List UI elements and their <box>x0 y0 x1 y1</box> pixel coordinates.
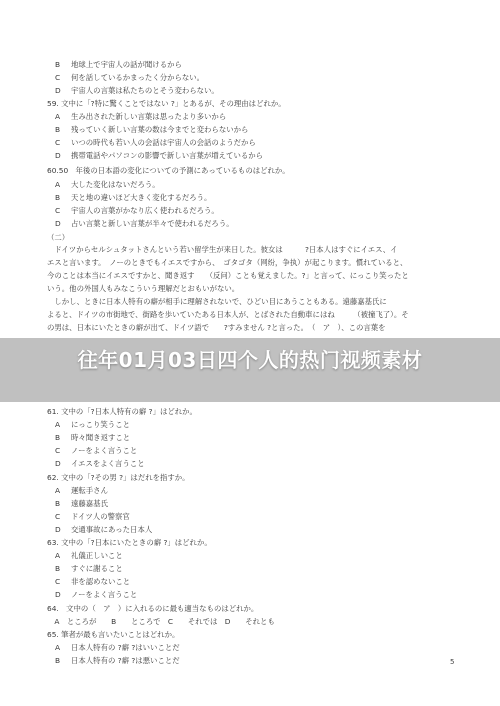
answer-option <box>55 60 182 70</box>
passage-line: （二） <box>47 233 70 242</box>
option-letter: B <box>55 564 61 573</box>
option-letter: D <box>55 151 61 160</box>
option-letter: C <box>55 73 61 82</box>
answer-option <box>55 590 137 600</box>
answer-option <box>55 577 130 587</box>
question-line: 64. 文中の（ ア ）に入れるのに最も適当なものはどれか。 <box>47 604 259 613</box>
passage-line: エスと言います。 ノーのときでもイエスですから、 ゴタゴタ（网纷，争执）が起こります。慣れていると、 <box>47 258 408 267</box>
option-letter: B <box>55 193 61 202</box>
option-letter: C <box>55 512 61 521</box>
option-text: 天と地の違いほど大きく変化するだろう。 <box>71 193 212 202</box>
option-text: にっこり笑うこと <box>71 420 130 429</box>
answer-option <box>55 564 123 574</box>
answer-option <box>55 420 130 430</box>
option-letter: A <box>55 112 61 121</box>
option-text: 非を認めないこと <box>71 577 131 586</box>
option-letter: B <box>55 60 61 69</box>
answer-option <box>55 446 137 456</box>
question-line: 62. 文中の「?その男 ?」はだれを指すか。 <box>47 473 190 482</box>
passage-line: 今のことは本当にイエスですかと、聞き返す （反问）ことも覚えました。?」と言って、にっこり笑ったと <box>47 271 409 280</box>
option-letter: D <box>55 86 61 95</box>
option-letter: B <box>55 656 61 665</box>
option-letter: A <box>55 551 61 560</box>
passage-line: いう。他の外国人もみなこういう理解だとおもいがない。 <box>47 284 240 293</box>
question-line: 65. 筆者が最も言いたいことはどれか。 <box>47 630 180 639</box>
answer-option <box>55 656 180 666</box>
option-text: 日本人特有の ?癖 ?は悪いことだ <box>71 656 180 665</box>
option-letter: B <box>55 499 61 508</box>
passage-line: しかし、ときに日本人特有の癖が相手に理解されないで、ひどい目にあうこともある。遠藤嘉基氏に <box>47 297 387 306</box>
option-letter: D <box>55 590 61 599</box>
answer-option <box>55 499 108 509</box>
passage-line: よると、ドイツの市街地で、街路を歩いていたある日本人が、とばされた自動車にはね （被撞飞了）。そ <box>47 310 409 319</box>
answer-option <box>55 551 123 561</box>
answer-option <box>55 512 130 522</box>
option-text: すぐに謝ること <box>71 564 123 573</box>
page-number: 5 <box>450 658 455 666</box>
answer-option <box>55 180 160 190</box>
option-letter: A <box>55 486 61 495</box>
option-text: いつの時代も若い人の会話は宇宙人の会話のようだから <box>71 138 256 147</box>
passage-line: の男は、日本にいたときの癖が出て、ドイツ語で ?すみません ?と言った。 （ ア ）、この言葉を <box>47 323 386 332</box>
option-letter: B <box>55 125 61 134</box>
answer-option <box>55 125 248 135</box>
answer-option <box>55 643 180 653</box>
page-title: 往年01月03日四个人的热门视频素材 <box>77 348 423 372</box>
option-letter: C <box>55 446 61 455</box>
option-text: 遠藤嘉基氏 <box>71 499 108 508</box>
answer-option <box>55 206 219 216</box>
option-text: 生み出された新しい言葉は思ったより多いから <box>71 112 227 121</box>
option-text: 交通事故にあった日本人 <box>71 525 153 534</box>
option-letter: B <box>55 433 61 442</box>
option-letter: A <box>55 180 61 189</box>
option-text: 日本人特有の ?癖 ?はいいことだ <box>71 643 180 652</box>
option-text: 何を話しているかまったく分からない。 <box>71 73 205 82</box>
question-line: 59. 文中に「?特に驚くことではない ?」とあるが、その理由はどれか。 <box>47 99 286 108</box>
option-text: 残っていく新しい言葉の数は今までと変わらないから <box>71 125 249 134</box>
option-text: 携帯電話やパソコンの影響で新しい言葉が増えているから <box>71 151 264 160</box>
option-text: 宇宙人の言葉は私たちのとそう変わらない。 <box>71 86 219 95</box>
option-text: 地球上で宇宙人の話が聞けるから <box>71 60 182 69</box>
option-letter: C <box>55 206 61 215</box>
answer-option <box>55 86 219 96</box>
option-text: 時々聞き返すこと <box>71 433 131 442</box>
option-text: 宇宙人の言葉がかなり広く使われるだろう。 <box>71 206 219 215</box>
option-text: 占い言葉と新しい言葉が半々で使われるだろう。 <box>71 219 234 228</box>
option-letter: A <box>55 643 61 652</box>
answer-option <box>55 219 234 229</box>
option-letter: D <box>55 219 61 228</box>
question-line: 63. 文中の「?日本にいたときの癖 ?」はどれか。 <box>47 538 212 547</box>
option-text: イエスをよく言うこと <box>71 459 145 468</box>
option-text: 大した変化はないだろう。 <box>71 180 160 189</box>
option-letter: C <box>55 577 61 586</box>
option-letter: C <box>55 138 61 147</box>
answer-option <box>55 193 211 203</box>
answer-option <box>55 138 256 148</box>
answer-option <box>55 459 145 469</box>
answer-option <box>55 112 226 122</box>
option-text: ノーをよく言うこと <box>71 446 138 455</box>
option-text: 礼儀正しいこと <box>71 551 123 560</box>
option-letter: D <box>55 525 61 534</box>
answer-option <box>55 73 204 83</box>
answer-option <box>55 486 108 496</box>
option-text: 運転手さん <box>71 486 108 495</box>
passage-line: ドイツからセルシュタットさんという若い留学生が来日した。彼女は ?日本人はすぐにイエス、イ <box>47 245 398 254</box>
option-letter: A <box>55 420 61 429</box>
answer-option <box>55 151 263 161</box>
option-text: ドイツ人の警察官 <box>71 512 130 521</box>
answer-option <box>55 525 152 535</box>
question-line: A ところが B ところで C それでは D それとも <box>47 617 275 626</box>
answer-option <box>55 433 130 443</box>
question-line: 61. 文中の「?日本人特有の癖 ?」はどれか。 <box>47 407 197 416</box>
option-text: ノーをよく言うこと <box>71 590 138 599</box>
question-line: 60.50 年後の日本語の変化についての予測にあっているものはどれか。 <box>47 166 290 175</box>
option-letter: D <box>55 459 61 468</box>
